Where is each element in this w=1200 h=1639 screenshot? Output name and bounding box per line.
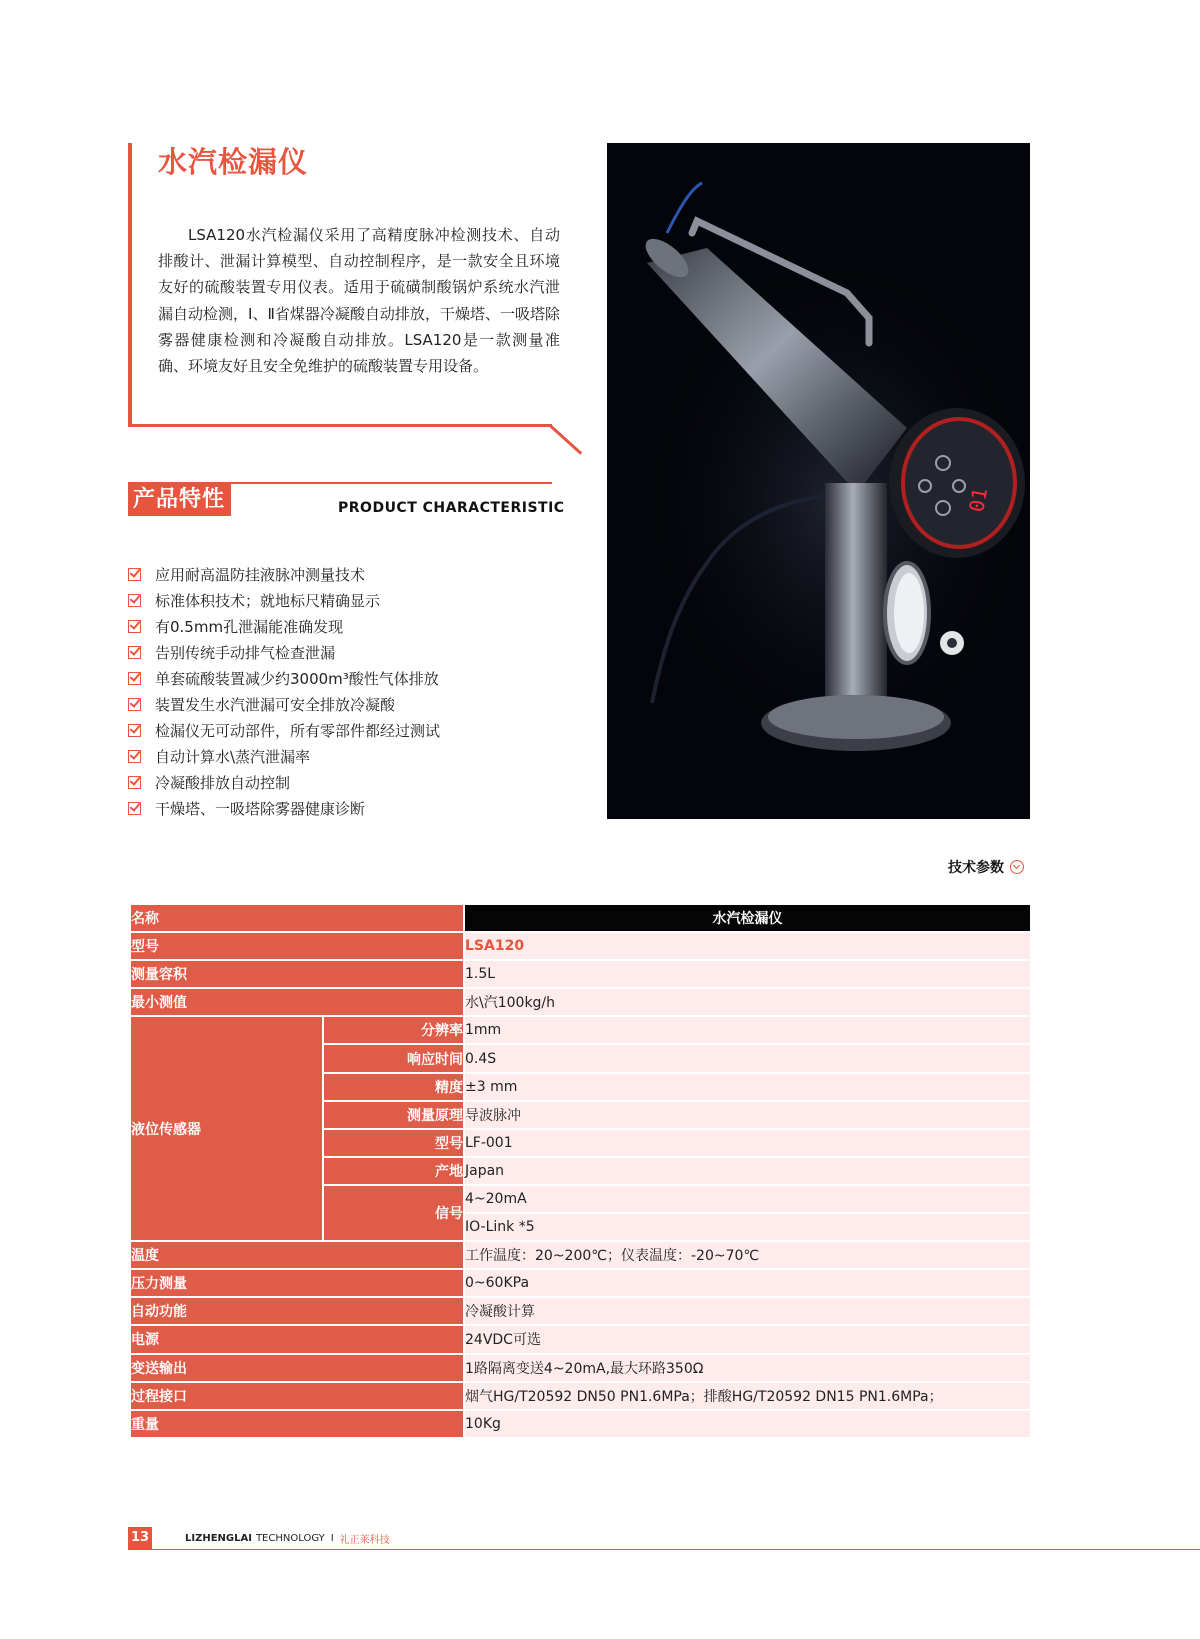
checkbox-check-icon	[128, 568, 141, 581]
spec-sublabel: 产地	[323, 1157, 464, 1185]
feature-text: 检漏仪无可动部件，所有零部件都经过测试	[155, 722, 441, 741]
feature-item	[128, 587, 440, 613]
table-row	[130, 988, 1031, 1016]
spec-value: 冷凝酸计算	[464, 1297, 1031, 1325]
table-row	[130, 1016, 1031, 1044]
spec-label: 最小测值	[130, 988, 464, 1016]
table-row	[130, 1325, 1031, 1353]
feature-text: 单套硫酸装置减少约3000m³酸性气体排放	[155, 669, 439, 688]
feature-text: 告别传统手动排气检查泄漏	[155, 643, 336, 662]
feature-item	[128, 744, 440, 770]
feature-text: 有0.5mm孔泄漏能准确发现	[155, 617, 344, 636]
feature-text: 干燥塔、一吸塔除雾器健康诊断	[155, 800, 366, 819]
checkbox-check-icon	[128, 724, 141, 737]
intro-frame-bottom	[128, 424, 552, 427]
product-photo	[607, 143, 1030, 819]
spec-label: 名称	[130, 904, 464, 932]
table-row	[130, 904, 1031, 932]
spec-label: 温度	[130, 1241, 464, 1269]
spec-value: ±3 mm	[464, 1073, 1031, 1101]
footer-brand-light: TECHNOLOGY	[255, 1533, 325, 1544]
spec-value: 4~20mA	[464, 1185, 1031, 1213]
feature-item	[128, 639, 440, 665]
feature-text: 应用耐高温防挂液脉冲测量技术	[155, 565, 366, 584]
display-readout: 01	[964, 485, 993, 514]
spec-label: 电源	[130, 1325, 464, 1353]
spec-label: 变送输出	[130, 1354, 464, 1382]
spec-label: 型号	[130, 932, 464, 960]
spec-value: 0~60KPa	[464, 1269, 1031, 1297]
leak-detector-illustration	[607, 143, 1030, 819]
feature-item	[128, 770, 440, 796]
page-title: 水汽检漏仪	[158, 145, 309, 179]
spec-value: 工作温度：20~200℃；仪表温度：-20~70℃	[464, 1241, 1031, 1269]
spec-value: 10Kg	[464, 1410, 1031, 1438]
spec-value: 水汽检漏仪	[464, 904, 1031, 932]
spec-value: 1.5L	[464, 960, 1031, 988]
feature-list	[128, 561, 440, 822]
spec-value: Japan	[464, 1157, 1031, 1185]
checkbox-check-icon	[128, 646, 141, 659]
checkbox-check-icon	[128, 698, 141, 711]
intro-frame-left	[128, 143, 132, 427]
spec-sublabel: 精度	[323, 1073, 464, 1101]
table-row	[130, 1241, 1031, 1269]
spec-value: 导波脉冲	[464, 1101, 1031, 1129]
circle-chevron-down-icon	[1010, 860, 1024, 874]
checkbox-check-icon	[128, 776, 141, 789]
tech-params-label	[948, 857, 1024, 877]
feature-text: 标准体积技术；就地标尺精确显示	[155, 591, 381, 610]
footer-brand	[185, 1531, 390, 1546]
spec-value: 1路隔离变送4~20mA,最大环路350Ω	[464, 1354, 1031, 1382]
feature-item	[128, 796, 440, 822]
checkbox-check-icon	[128, 594, 141, 607]
checkbox-check-icon	[128, 802, 141, 815]
tech-params-text: 技术参数	[948, 860, 1004, 876]
spec-label: 测量容积	[130, 960, 464, 988]
spec-label-sensor: 液位传感器	[130, 1016, 323, 1241]
table-row	[130, 1354, 1031, 1382]
characteristics-subtitle: PRODUCT CHARACTERISTIC	[338, 500, 565, 516]
spec-value: 0.4S	[464, 1044, 1031, 1072]
feature-item	[128, 665, 440, 691]
table-row	[130, 1269, 1031, 1297]
table-row	[130, 1382, 1031, 1410]
table-row	[130, 960, 1031, 988]
footer-brand-bold: LIZHENGLAI	[185, 1533, 252, 1544]
spec-sublabel: 分辨率	[323, 1016, 464, 1044]
feature-text: 冷凝酸排放自动控制	[155, 774, 291, 793]
spec-value: LSA120	[464, 932, 1031, 960]
checkbox-check-icon	[128, 620, 141, 633]
footer-brand-cn: 礼正莱科技	[339, 1535, 390, 1546]
spec-value: 水\汽100kg/h	[464, 988, 1031, 1016]
page-number: 13	[128, 1527, 152, 1549]
checkbox-check-icon	[128, 672, 141, 685]
spec-value: IO-Link *5	[464, 1213, 1031, 1241]
spec-sublabel: 测量原理	[323, 1101, 464, 1129]
spec-value: 烟气HG/T20592 DN50 PN1.6MPa；排酸HG/T20592 DN15 PN1.6MPa；	[464, 1382, 1031, 1410]
table-row	[130, 932, 1031, 960]
footer-rule	[128, 1549, 1200, 1550]
spec-sublabel-signal: 信号	[323, 1185, 464, 1241]
footer-separator: I	[330, 1533, 334, 1544]
spec-sublabel: 响应时间	[323, 1044, 464, 1072]
spec-table	[129, 903, 1032, 1439]
feature-text: 装置发生水汽泄漏可安全排放冷凝酸	[155, 696, 396, 715]
feature-text: 自动计算水\蒸汽泄漏率	[155, 748, 311, 767]
spec-label: 自动功能	[130, 1297, 464, 1325]
intro-frame-diagonal	[549, 424, 582, 454]
checkbox-check-icon	[128, 750, 141, 763]
spec-label: 压力测量	[130, 1269, 464, 1297]
table-row	[130, 1297, 1031, 1325]
characteristics-title: 产品特性	[128, 483, 231, 516]
intro-paragraph: LSA120水汽检漏仪采用了高精度脉冲检测技术、自动排酸计、泄漏计算模型、自动控制程序，是一款安全且环境友好的硫酸装置专用仪表。适用于硫磺制酸锅炉系统水汽泄漏自动检测，Ⅰ、Ⅱ省煤器冷凝酸自动排放，干燥塔、一吸塔除雾器健康检测和冷凝酸自动排放。LSA120是一款测量准确、环境友好且安全免维护的硫酸装置专用设备。	[158, 226, 560, 376]
feature-item	[128, 691, 440, 717]
spec-value: LF-001	[464, 1129, 1031, 1157]
spec-value: 24VDC可选	[464, 1325, 1031, 1353]
feature-item	[128, 561, 440, 587]
feature-item	[128, 613, 440, 639]
feature-item	[128, 718, 440, 744]
spec-value: 1mm	[464, 1016, 1031, 1044]
spec-label: 过程接口	[130, 1382, 464, 1410]
table-row	[130, 1410, 1031, 1438]
spec-sublabel: 型号	[323, 1129, 464, 1157]
spec-label: 重量	[130, 1410, 464, 1438]
